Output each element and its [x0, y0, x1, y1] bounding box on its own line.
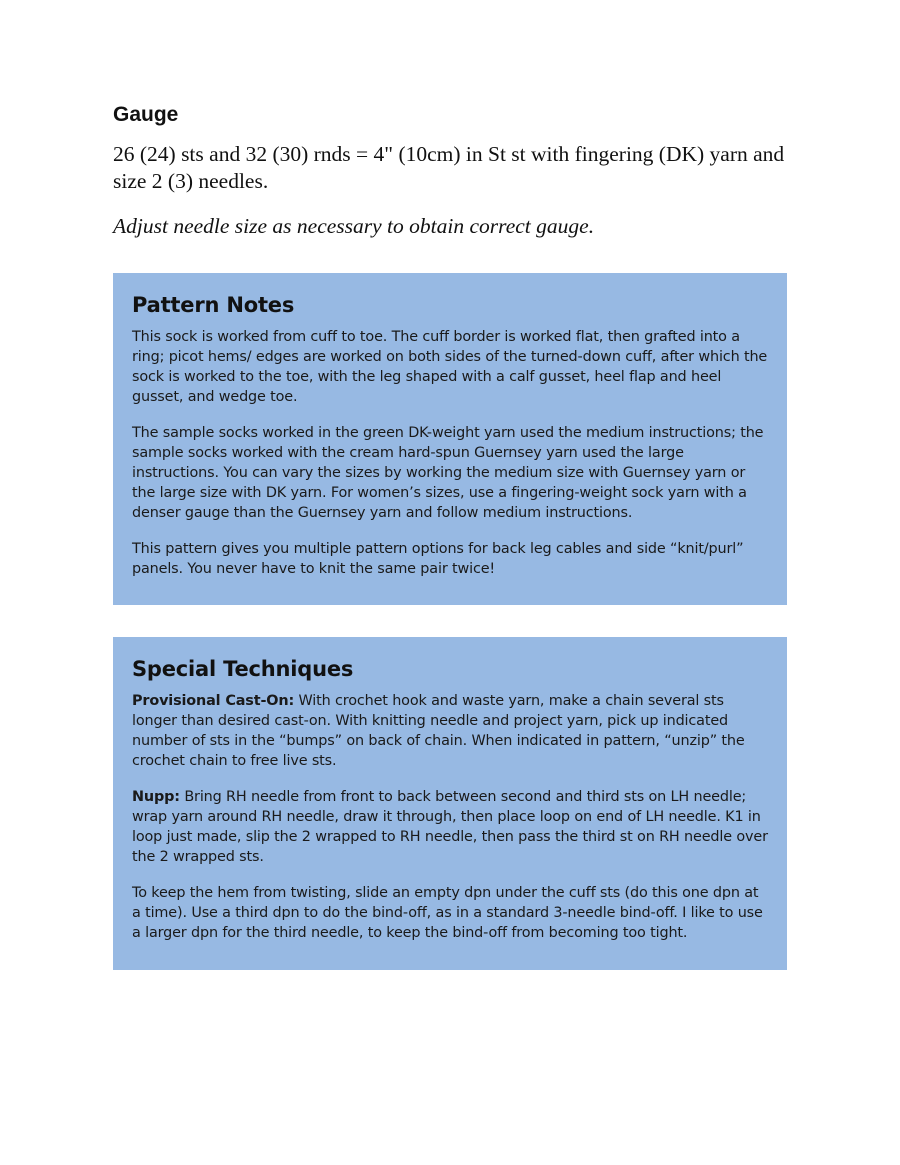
gauge-description: 26 (24) sts and 32 (30) rnds = 4" (10cm) in St st with fingering (DK) yarn and size 2 (3) needles. — [113, 142, 785, 193]
technique-term: Provisional Cast-On: — [132, 693, 295, 709]
technique-description: Bring RH needle from front to back between second and third sts on LH needle; wrap yarn around RH needle, draw it through, then place loop on end of LH needle. K1 in loop just made, slip the 2 wrapped to RH needle, then pass the third st on RH needle over the 2 wrapped sts. — [132, 789, 768, 865]
technique-description: With crochet hook and waste yarn, make a chain several sts longer than desired cast-on. With knitting needle and project yarn, pick up indicated number of sts in the “bumps” on back of chain. When indicated in pattern, “unzip” the crochet chain to free live sts. — [132, 693, 745, 769]
technique-hem-note: To keep the hem from twisting, slide an empty dpn under the cuff sts (do this one dpn at a time). Use a third dpn to do the bind-off, as in a standard 3-needle bind-off. I like to use a larger dpn for the third needle, to keep the bind-off from becoming too tight. — [132, 885, 763, 941]
gauge-heading: Gauge — [113, 103, 179, 126]
special-techniques-box — [113, 637, 787, 970]
technique-term: Nupp: — [132, 789, 180, 805]
pattern-notes-box — [113, 273, 787, 605]
special-techniques-heading: Special Techniques — [132, 657, 354, 681]
pattern-notes-paragraph: This pattern gives you multiple pattern options for back leg cables and side “knit/purl” panels. You never have to knit the same pair twice! — [132, 541, 744, 577]
pattern-notes-heading: Pattern Notes — [132, 293, 295, 317]
technique-nupp — [132, 787, 768, 867]
technique-provisional-cast-on — [132, 691, 768, 771]
pattern-notes-paragraph: This sock is worked from cuff to toe. The cuff border is worked flat, then grafted into a ring; picot hems/ edges are worked on both sides of the turned-down cuff, after which the sock is worked to the toe, with the leg shaped with a calf gusset, heel flap and heel gusset, and wedge toe. — [132, 329, 768, 405]
gauge-note: Adjust needle size as necessary to obtain correct gauge. — [113, 214, 595, 238]
pattern-notes-paragraph: The sample socks worked in the green DK-weight yarn used the medium instructions; the sample socks worked with the cream hard-spun Guernsey yarn used the large instructions. You can vary the sizes by working the medium size with Guernsey yarn or the large size with DK yarn. For women’s sizes, use a fingering-weight sock yarn with a denser gauge than the Guernsey yarn and follow medium instructions. — [132, 425, 764, 521]
